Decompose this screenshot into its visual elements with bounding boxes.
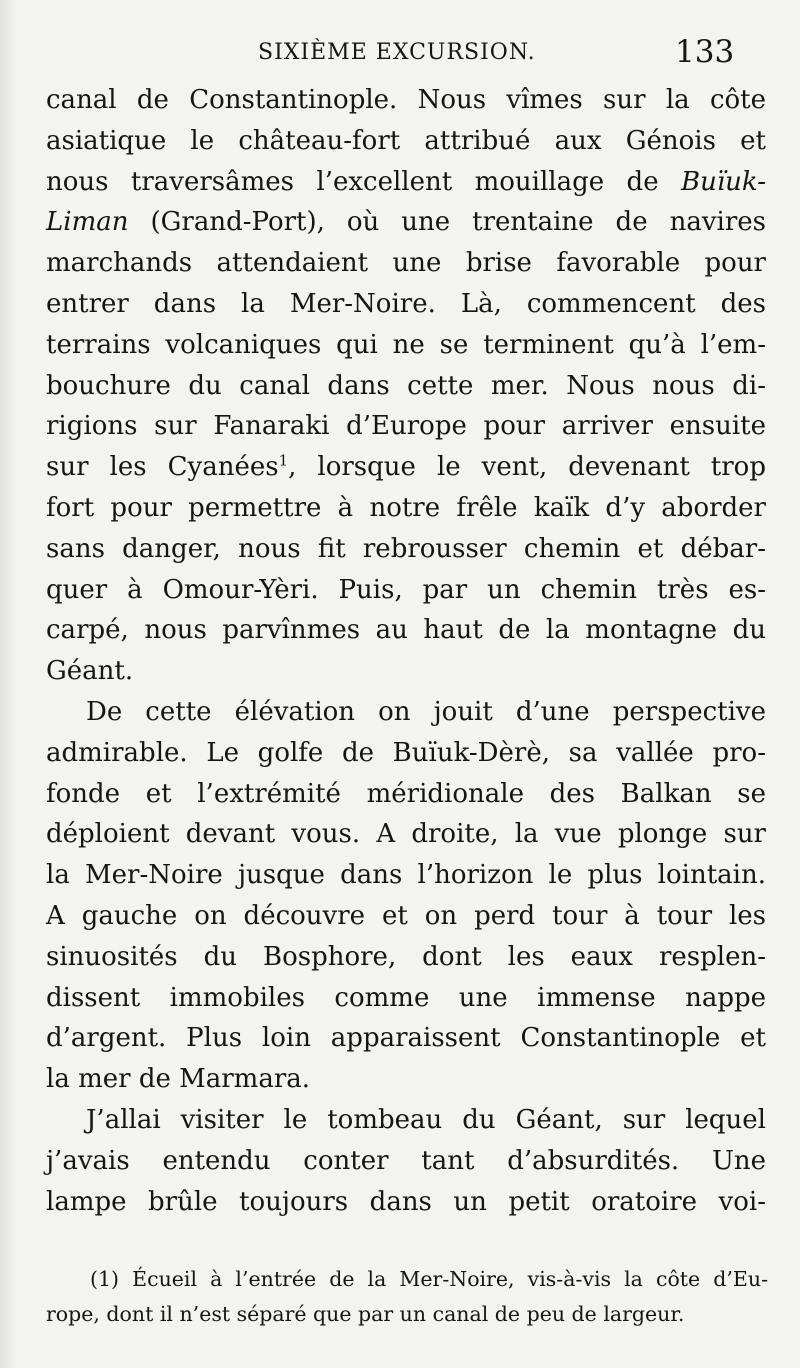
text-line: nous traversâmes l’excellent mouillage de Buïuk-: [46, 166, 766, 197]
page-header: [0, 34, 800, 74]
text-line: rigions sur Fanaraki d’Europe pour arriver ensuite: [46, 411, 766, 442]
text-line: d’argent. Plus loin apparaissent Constantinople et: [46, 1023, 766, 1054]
text-line: marchands attendaient une brise favorable pour: [46, 248, 766, 279]
text-line: j’avais entendu conter tant d’absurdités. Une: [46, 1145, 766, 1176]
text-line: J’allai visiter le tombeau du Géant, sur lequel: [86, 1104, 766, 1135]
paragraph-2: [46, 692, 766, 1100]
text-line: la Mer-Noire jusque dans l’horizon le plus lointain.: [46, 860, 766, 891]
text-line: terrains volcaniques qui ne se terminent qu’à l’em-: [46, 329, 766, 360]
paragraph-1: [46, 80, 766, 692]
page-number: 133: [675, 34, 735, 70]
page-edge-shadow: [0, 0, 16, 1368]
text-line: carpé, nous parvînmes au haut de la montagne du: [46, 615, 766, 646]
text-line: fonde et l’extrémité méridionale des Balkan se: [46, 778, 766, 809]
text-line: sinuosités du Bosphore, dont les eaux resplen-: [46, 941, 766, 972]
footnote-line: rope, dont il n’est séparé que par un canal de peu de largeur.: [46, 1302, 685, 1326]
italic-place-name: Buïuk-: [681, 166, 766, 197]
text-segment: sur les Cyanées: [46, 452, 279, 483]
text-line: Liman (Grand-Port), où une trentaine de navires: [46, 207, 766, 238]
paragraph-3: [46, 1100, 766, 1222]
text-line: lampe brûle toujours dans un petit oratoire voi-: [46, 1186, 766, 1217]
text-line: quer à Omour-Yèri. Puis, par un chemin très es-: [46, 574, 766, 605]
text-line: sans danger, nous fit rebrousser chemin et débar-: [46, 533, 766, 564]
running-head: SIXIÈME EXCURSION.: [258, 40, 536, 65]
text-line: asiatique le château-fort attribué aux Génois et: [46, 125, 766, 156]
footnote: [46, 1262, 768, 1332]
text-line: [46, 447, 766, 488]
italic-place-name: Liman: [46, 207, 129, 238]
text-line: bouchure du canal dans cette mer. Nous nous di-: [46, 370, 766, 401]
text-line: De cette élévation on jouit d’une perspective: [86, 696, 766, 727]
text-line: déploient devant vous. A droite, la vue plonge sur: [46, 819, 766, 850]
footnote-line: (1) Écueil à l’entrée de la Mer-Noire, vis-à-vis la côte d’Eu-: [90, 1267, 768, 1291]
text-line: entrer dans la Mer-Noire. Là, commencent des: [46, 288, 766, 319]
text-line: dissent immobiles comme une immense nappe: [46, 982, 766, 1013]
text-line: fort pour permettre à notre frêle kaïk d’y aborder: [46, 492, 766, 523]
page-body: [46, 80, 766, 1222]
text-segment: , lorsque le vent, devenant trop: [288, 452, 766, 483]
footnote-reference: 1: [278, 451, 289, 470]
text-line: admirable. Le golfe de Buïuk-Dèrè, sa vallée pro-: [46, 737, 766, 768]
text-line: A gauche on découvre et on perd tour à tour les: [46, 900, 766, 931]
text-line: Géant.: [46, 656, 134, 687]
text-line: la mer de Marmara.: [46, 1064, 311, 1095]
text-line: canal de Constantinople. Nous vîmes sur la côte: [46, 85, 766, 115]
